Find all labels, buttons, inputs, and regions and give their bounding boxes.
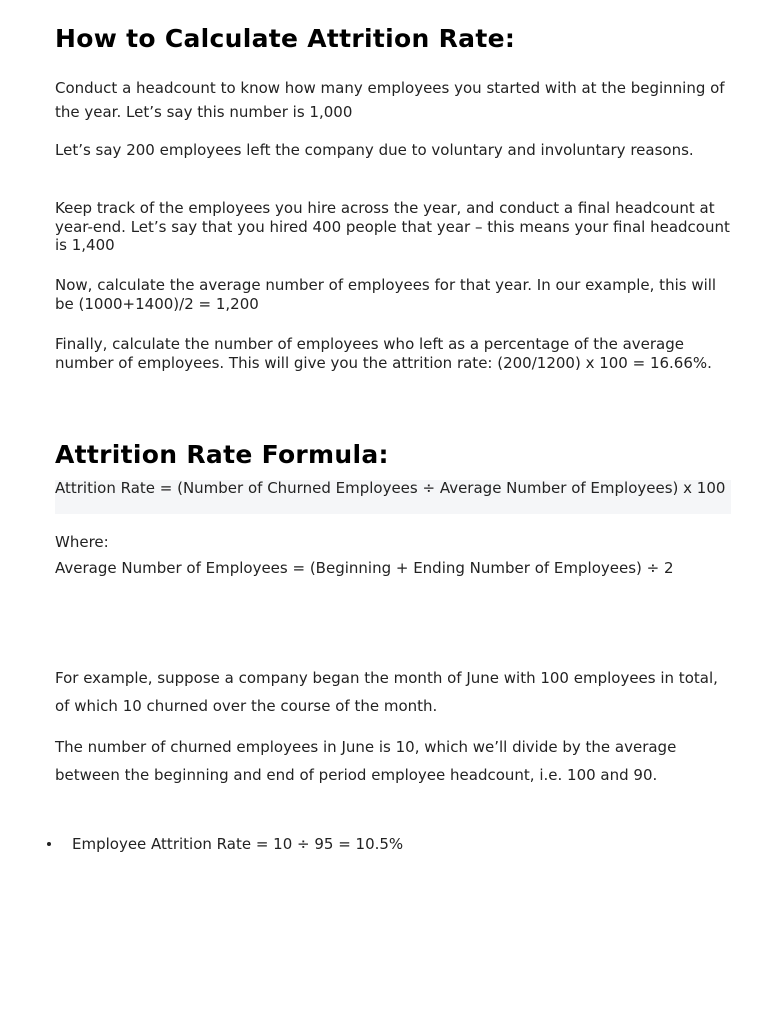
example-paragraph-1: For example, suppose a company began the month of June with 100 employees in total, of which 10 churned over the course of the month. (55, 669, 718, 715)
step-paragraph-2: Let’s say 200 employees left the company due to voluntary and involuntary reasons. (55, 141, 694, 159)
section-heading-formula: Attrition Rate Formula: (55, 440, 389, 469)
formula-code-block (55, 480, 731, 514)
step-paragraph-3: Keep track of the employees you hire across the year, and conduct a final headcount at year-end. Let’s say that you hired 400 people that year – this means your final headcount is 1,400 (55, 199, 730, 254)
step-paragraph-4: Now, calculate the average number of employees for that year. In our example, this will be (1000+1400)/2 = 1,200 (55, 276, 717, 313)
formula-text: Attrition Rate = (Number of Churned Employees ÷ Average Number of Employees) x 100 (55, 479, 726, 497)
section-heading-calculate: How to Calculate Attrition Rate: (55, 24, 516, 53)
average-formula-text: Average Number of Employees = (Beginning + Ending Number of Employees) ÷ 2 (55, 559, 674, 577)
step-paragraph-1: Conduct a headcount to know how many employees you started with at the beginning of the year. Let’s say this number is 1,000 (55, 79, 725, 121)
list-item (55, 832, 731, 856)
example-paragraph-2: The number of churned employees in June is 10, which we’ll divide by the average between the beginning and end of period employee headcount, i.e. 100 and 90. (55, 738, 677, 784)
result-bullet-list (55, 832, 731, 856)
where-label: Where: (55, 533, 109, 551)
step-paragraph-5: Finally, calculate the number of employees who left as a percentage of the average number of employees. This will give you the attrition rate: (200/1200) x 100 = 16.66%. (55, 335, 712, 372)
list-item-text: Employee Attrition Rate = 10 ÷ 95 = 10.5% (72, 835, 404, 853)
bullet-icon (47, 842, 51, 846)
